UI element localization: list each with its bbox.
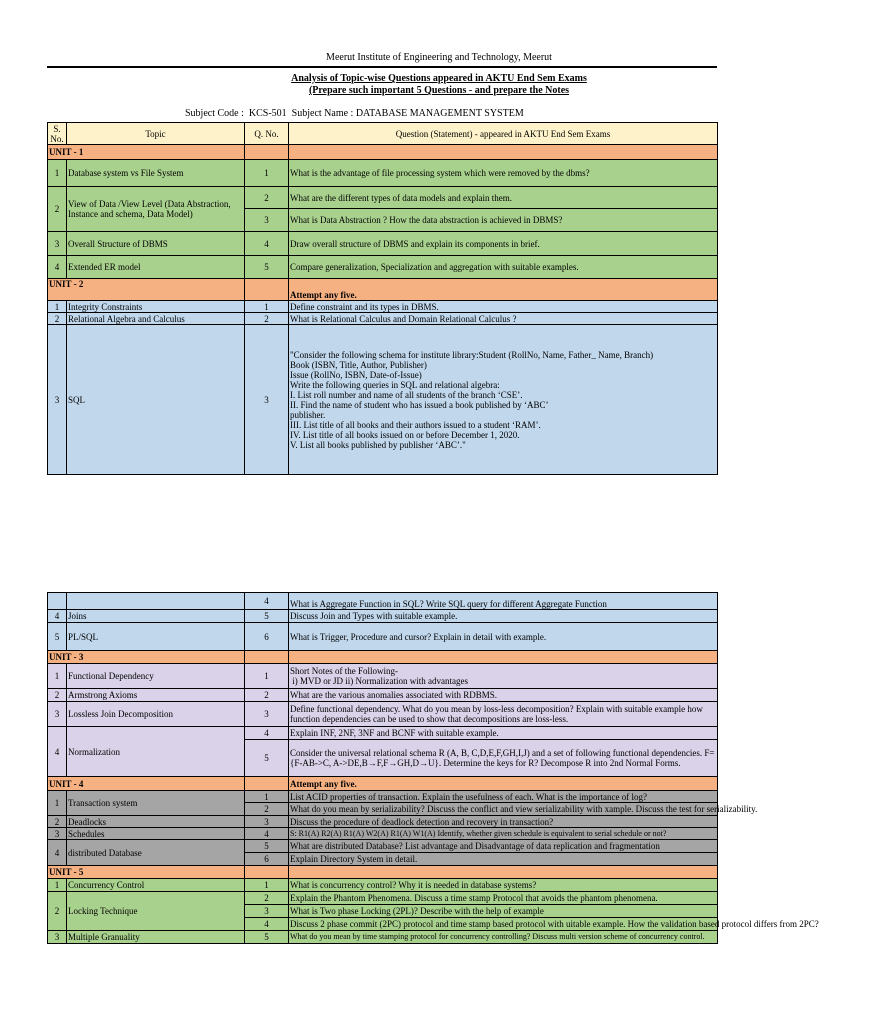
question-cell: Define constraint and its types in DBMS. xyxy=(289,301,718,313)
table-row xyxy=(48,689,718,702)
sno-cell: 4 xyxy=(48,840,67,866)
unit-label: UNIT - 3 xyxy=(48,651,245,664)
sno-cell: 3 xyxy=(48,931,67,944)
table-row xyxy=(48,593,718,610)
question-cell: What is concurrency control? Why it is needed in database systems? xyxy=(289,879,718,892)
sno-cell: 3 xyxy=(48,828,67,840)
table-row xyxy=(48,879,718,892)
table-row xyxy=(48,816,718,828)
unit-header-row xyxy=(48,866,718,879)
analysis-title xyxy=(0,73,878,97)
topic-cell: Armstrong Axioms xyxy=(67,689,245,702)
question-cell: What is Relational Calculus and Domain Relational Calculus ? xyxy=(289,313,718,325)
table-row xyxy=(48,664,718,689)
qno-cell: 6 xyxy=(245,853,289,866)
qno-cell: 3 xyxy=(245,816,289,828)
sno-cell: 1 xyxy=(48,791,67,816)
unit-header-row xyxy=(48,145,718,160)
unit-note: Attempt any five. xyxy=(289,777,718,791)
col-header-sno: S. No. xyxy=(48,123,67,145)
col-header-question: Question (Statement) - appeared in AKTU End Sem Exams xyxy=(289,123,718,145)
unit-header-row xyxy=(48,777,718,791)
qno-cell: 4 xyxy=(245,828,289,840)
question-cell: What are the various anomalies associated with RDBMS. xyxy=(289,689,718,702)
topic-cell: Transaction system xyxy=(67,791,245,816)
topic-cell: distributed Database xyxy=(67,840,245,866)
col-header-topic: Topic xyxy=(67,123,245,145)
sno-cell: 3 xyxy=(48,325,67,475)
question-cell: Discuss 2 phase commit (2PC) protocol and time stamp based protocol with uitable example. How the validation based protocol differs from 2PC? xyxy=(290,919,819,929)
table-row xyxy=(48,610,718,623)
table-row xyxy=(48,727,718,740)
topic-cell: Integrity Constraints xyxy=(67,301,245,313)
qno-cell: 2 xyxy=(245,892,289,905)
table-row xyxy=(48,840,718,853)
qno-cell: 5 xyxy=(245,610,289,623)
qno-cell: 2 xyxy=(245,187,289,209)
header-rule xyxy=(47,66,717,68)
table-row xyxy=(48,160,718,187)
qno-cell: 1 xyxy=(245,301,289,313)
question-cell: Explain Directory System in detail. xyxy=(289,853,718,866)
question-cell: What are the different types of data models and explain them. xyxy=(289,187,718,209)
topic-cell: SQL xyxy=(67,325,245,475)
table-row xyxy=(48,623,718,651)
sno-cell: 4 xyxy=(48,610,67,623)
sno-cell: 2 xyxy=(48,816,67,828)
table-row xyxy=(48,931,718,944)
table-row xyxy=(48,791,718,803)
institute-name: Meerut Institute of Engineering and Technology, Meerut xyxy=(326,52,552,63)
topic-cell: Relational Algebra and Calculus xyxy=(67,313,245,325)
topic-question-table-page1 xyxy=(47,122,718,475)
table-row xyxy=(48,187,718,209)
question-cell: Explain the Phantom Phenomena. Discuss a time stamp Protocol that avoids the phantom phenomena. xyxy=(289,892,718,905)
topic-cell: View of Data /View Level (Data Abstraction, Instance and schema, Data Model) xyxy=(67,187,245,232)
table-row xyxy=(48,313,718,325)
sno-cell: 3 xyxy=(48,232,67,256)
topic-cell: Extended ER model xyxy=(67,256,245,279)
sno-cell: 2 xyxy=(48,187,67,232)
question-cell: Short Notes of the Following- i) MVD or JD ii) Normalization with advantages xyxy=(289,664,718,689)
unit-note: Attempt any five. xyxy=(289,279,718,301)
unit-label: UNIT - 2 xyxy=(48,279,245,301)
analysis-title-line1: Analysis of Topic-wise Questions appeared in AKTU End Sem Exams xyxy=(291,73,587,84)
question-cell: Discuss Join and Types with suitable example. xyxy=(289,610,718,623)
question-cell: What is the advantage of file processing system which were removed by the dbms? xyxy=(289,160,718,187)
qno-cell: 3 xyxy=(245,209,289,232)
question-cell: Compare generalization, Specialization and aggregation with suitable examples. xyxy=(289,256,718,279)
table-row xyxy=(48,828,718,840)
col-header-qno: Q. No. xyxy=(245,123,289,145)
qno-cell: 4 xyxy=(245,727,289,740)
sno-cell: 4 xyxy=(48,727,67,777)
topic-cell: Schedules xyxy=(67,828,245,840)
qno-cell: 2 xyxy=(245,803,289,816)
topic-cell: Overall Structure of DBMS xyxy=(67,232,245,256)
question-cell: "Consider the following schema for institute library:Student (RollNo, Name, Father_ Name, Branch) Book (ISBN, Title, Author, Publisher) Issue (RollNo, ISBN, Date-of-Issue) Write the following queries in SQL and relational algebra: I. List roll number and name of all students of the branch ‘CSE’. II. Find the name of student who has issued a book published by ‘ABC’ publisher. III. List title of all books and their authors issued to a student ‘RAM’. IV. List title of all books issued on or before December 1, 2020. V. List all books published by publisher ‘ABC’." xyxy=(289,325,718,475)
qno-cell: 5 xyxy=(245,740,289,777)
question-cell: Explain INF, 2NF, 3NF and BCNF with suitable example. xyxy=(289,727,718,740)
topic-question-table-page2 xyxy=(47,592,819,944)
table-header-row xyxy=(48,123,718,145)
sno-cell: 1 xyxy=(48,301,67,313)
qno-cell: 5 xyxy=(245,840,289,853)
topic-cell: Concurrency Control xyxy=(67,879,245,892)
sno-cell: 4 xyxy=(48,256,67,279)
table-row xyxy=(48,256,718,279)
sno-cell: 1 xyxy=(48,160,67,187)
unit-label: UNIT - 5 xyxy=(48,866,245,879)
qno-cell: 3 xyxy=(245,325,289,475)
sno-cell: 3 xyxy=(48,702,67,727)
topic-cell: Lossless Join Decomposition xyxy=(67,702,245,727)
qno-cell: 1 xyxy=(245,791,289,803)
unit-header-row xyxy=(48,651,718,664)
analysis-title-line2: (Prepare such important 5 Questions - and prepare the Notes xyxy=(308,85,570,96)
qno-cell: 1 xyxy=(245,664,289,689)
question-cell: Draw overall structure of DBMS and explain its components in brief. xyxy=(289,232,718,256)
sno-cell: 2 xyxy=(48,313,67,325)
qno-cell: 3 xyxy=(245,702,289,727)
sno-cell: 2 xyxy=(48,689,67,702)
sno-cell: 2 xyxy=(48,892,67,931)
question-cell: Consider the universal relational schema R (A, B, C,D,E,F,GH,I,J) and a set of following functional dependencies. F={F-AB->C, A->DE,B→F,F→GH,D→U}. Determine the keys for R? Decompose R into 2nd Normal Forms. xyxy=(289,740,718,777)
sno-cell: 1 xyxy=(48,879,67,892)
table-row xyxy=(48,702,718,727)
question-cell: What is Aggregate Function in SQL? Write SQL query for different Aggregate Function xyxy=(289,593,718,610)
unit-label: UNIT - 4 xyxy=(48,777,245,791)
qno-cell: 6 xyxy=(245,623,289,651)
topic-cell: Joins xyxy=(67,610,245,623)
qno-cell: 2 xyxy=(245,689,289,702)
unit-label: UNIT - 1 xyxy=(48,145,245,160)
question-cell: Define functional dependency. What do you mean by loss-less decomposition? Explain with suitable example how function dependencies can be used to show that decompositions are loss-less. xyxy=(289,702,718,727)
qno-cell: 3 xyxy=(245,905,289,918)
topic-cell: Database system vs File System xyxy=(67,160,245,187)
question-cell: What is Trigger, Procedure and cursor? Explain in detail with example. xyxy=(289,623,718,651)
topic-cell: Normalization xyxy=(67,727,245,777)
qno-cell: 1 xyxy=(245,160,289,187)
question-cell: What is Data Abstraction ? How the data abstraction is achieved in DBMS? xyxy=(289,209,718,232)
table-row xyxy=(48,892,718,905)
question-cell: What are distributed Database? List advantage and Disadvantage of data replication and fragmentation xyxy=(289,840,718,853)
qno-cell: 2 xyxy=(245,313,289,325)
topic-cell: PL/SQL xyxy=(67,623,245,651)
sno-cell: 1 xyxy=(48,664,67,689)
topic-cell: Functional Dependency xyxy=(67,664,245,689)
table-row xyxy=(48,301,718,313)
table-row xyxy=(48,232,718,256)
unit-header-row xyxy=(48,279,718,301)
topic-cell: Multiple Granuality xyxy=(67,931,245,944)
qno-cell: 5 xyxy=(245,931,289,944)
topic-cell: Deadlocks xyxy=(67,816,245,828)
question-cell: What do you mean by time stamping protocol for concurrency controlling? Discuss multi version scheme of concurrency control. xyxy=(289,931,718,944)
question-cell: What do you mean by serializability? Discuss the conflict and view serializability with xample. Discuss the test for serializability. xyxy=(290,804,758,814)
table-row xyxy=(48,325,718,475)
question-cell: S: R1(A) R2(A) R1(A) W2(A) R1(A) W1(A) Identify, whether given schedule is equivalent to serial schedule or not? xyxy=(289,828,718,840)
qno-cell: 4 xyxy=(245,593,289,610)
qno-cell: 4 xyxy=(245,918,289,931)
qno-cell: 1 xyxy=(245,879,289,892)
question-cell: What is Two phase Locking (2PL)? Describe with the help of example xyxy=(289,905,718,918)
topic-cell: Locking Technique xyxy=(67,892,245,931)
sno-cell: 5 xyxy=(48,623,67,651)
question-cell: List ACID properties of transaction. Explain the usefulness of each. What is the importance of log? xyxy=(289,791,718,803)
subject-line: Subject Code : KCS-501 Subject Name : DATABASE MANAGEMENT SYSTEM xyxy=(185,108,524,119)
question-cell: Discuss the procedure of deadlock detection and recovery in transaction? xyxy=(289,816,718,828)
qno-cell: 4 xyxy=(245,232,289,256)
qno-cell: 5 xyxy=(245,256,289,279)
